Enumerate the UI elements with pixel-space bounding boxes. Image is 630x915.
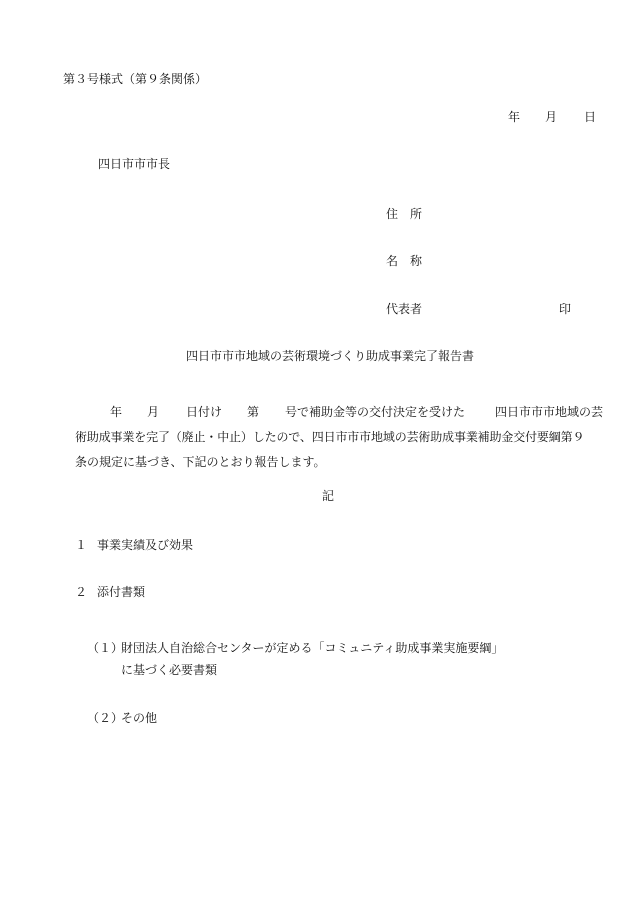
item-1-label: 事業実績及び効果	[97, 538, 194, 552]
body-line1-project: 四日市市市地域の芸	[495, 405, 604, 419]
seal-mark: 印	[559, 302, 572, 316]
body-line1-tail: 号で補助金等の交付決定を受けた	[285, 405, 466, 419]
body-date-issue: 日付け	[186, 405, 223, 419]
item-1-number: １	[75, 538, 88, 552]
subitem-2-number: （２）	[87, 711, 124, 725]
body-month: 月	[147, 405, 160, 419]
subitem-2-text: その他	[121, 711, 158, 725]
subitem-1-text-continued: に基づく必要書類	[121, 663, 218, 677]
form-number: 第３号様式（第９条関係）	[63, 72, 208, 86]
item-2-label: 添付書類	[97, 585, 146, 599]
body-year: 年	[110, 405, 123, 419]
date-day: 日	[584, 110, 597, 124]
date-month: 月	[545, 110, 558, 124]
date-year: 年	[508, 110, 521, 124]
representative-label: 代表者	[386, 302, 423, 316]
body-dai: 第	[247, 405, 260, 419]
subitem-1-text: 財団法人自治総合センターが定める「コミュニティ助成事業実施要綱」	[121, 641, 504, 655]
item-2-number: ２	[75, 585, 88, 599]
body-line2: 術助成事業を完了（廃止・中止）したので、四日市市市地域の芸術助成事業補助金交付要綱第９	[75, 430, 585, 444]
address-label: 住 所	[386, 207, 423, 221]
addressee: 四日市市市長	[98, 157, 171, 171]
body-line3: 条の規定に基づき、下記のとおり報告します。	[75, 455, 326, 469]
report-title: 四日市市市地域の芸術環境づくり助成事業完了報告書	[186, 349, 475, 363]
ki-heading: 記	[322, 489, 335, 503]
name-label: 名 称	[386, 254, 423, 268]
subitem-1-number: （１）	[87, 641, 124, 655]
